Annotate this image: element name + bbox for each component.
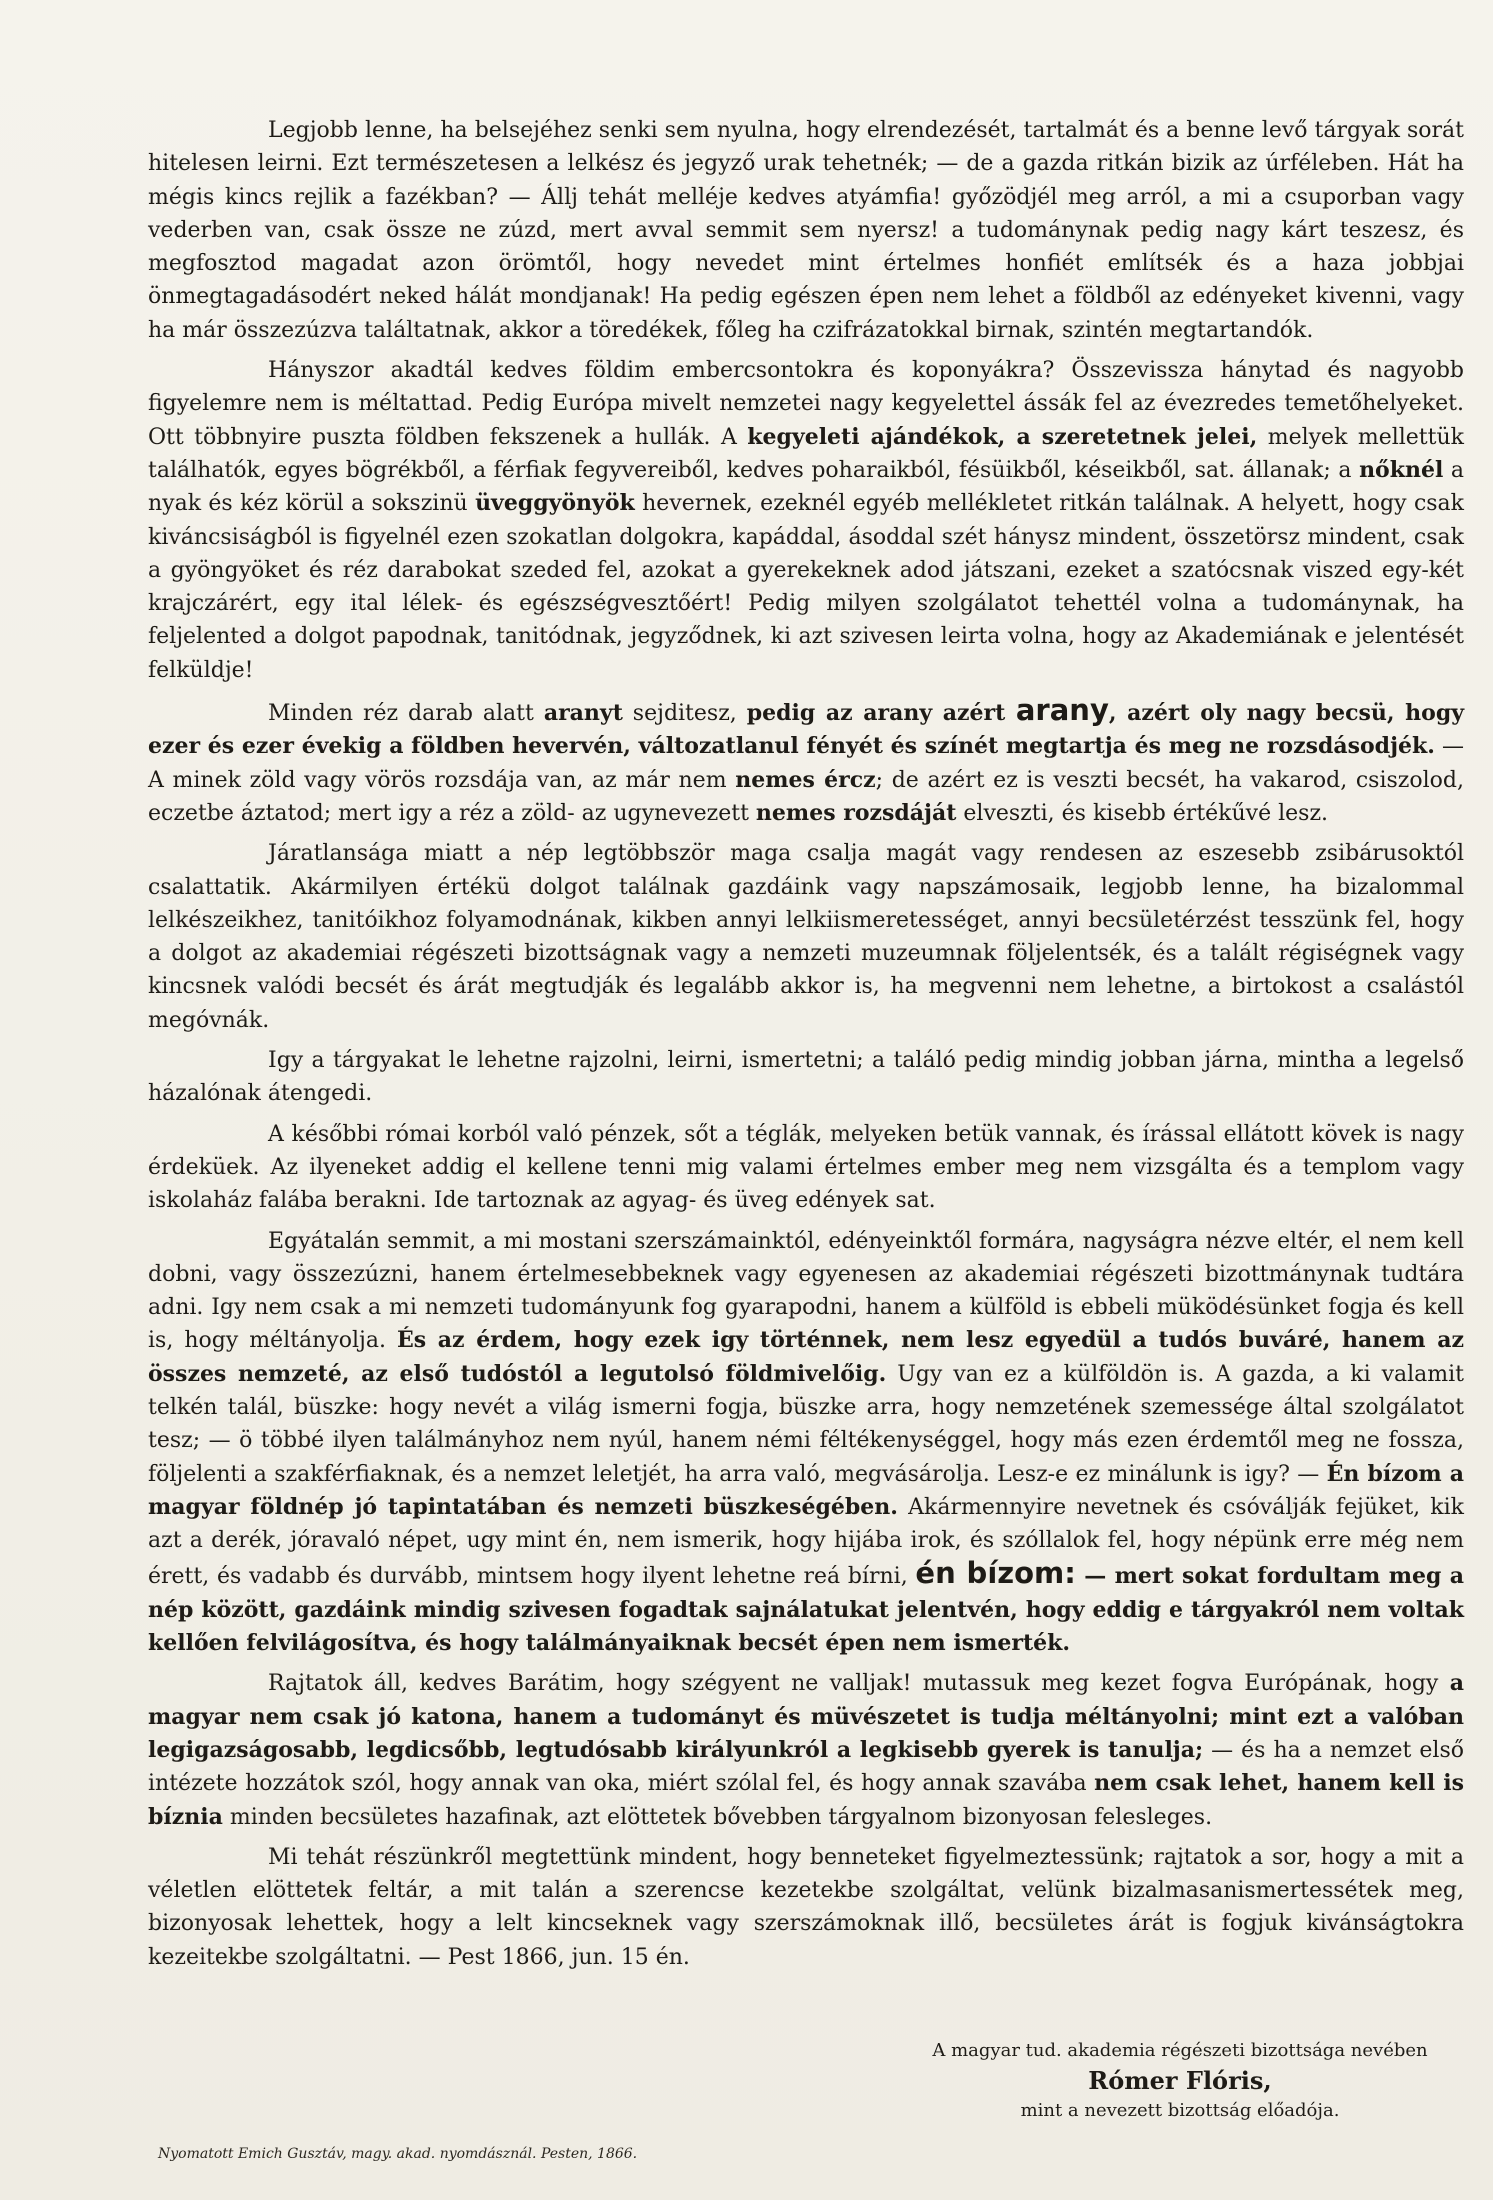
paragraph	[148, 354, 1464, 687]
paragraph-text: Rajtatok áll, kedves Barátim, hogy szégyent ne valljak! mutassuk meg kezet fogva Európának, hogy	[268, 1671, 1450, 1697]
paragraph-text: Minden réz darab alatt	[268, 701, 544, 727]
paragraph-text: a nyak és kéz körül a sokszinü	[148, 457, 1464, 517]
paragraph	[148, 1225, 1464, 1661]
paragraph	[148, 1841, 1464, 1974]
emphasized-text: pedig az arany azért	[746, 700, 1016, 727]
emphasized-text: nemes ércz	[735, 766, 876, 793]
emphasized-text: nemes rozsdáját	[755, 799, 957, 826]
paragraph	[148, 1118, 1464, 1218]
paragraph-text: minden becsületes hazafinak, azt elöttetek bővebben tárgyalnom bizonyosan felesleges.	[222, 1804, 1213, 1830]
emphasized-text: arany	[1015, 693, 1109, 728]
paragraph-text: A későbbi római korból való pénzek, sőt a téglák, melyeken betük vannak, és írással ellátott kövek is nagy érdeküek. Az ilyeneket addig el kellene tenni mig valami értelmes ember meg nem vizsgálta és a templom vagy iskolaház falába berakni. Ide tartoznak az agyag- és üveg edények sat.	[148, 1121, 1464, 1214]
paragraph	[148, 1667, 1464, 1833]
paragraph-text: Járatlansága miatt a nép legtöbbször maga csalja magát vagy rendesen az eszesebb zsibárusoktól csalattatik. Akármilyen értékü dolgot találnak gazdáink vagy napszámosaik, legjobb lenne, ha bizalommal lelkészeikhez, tanitóikhoz folyamodnának, kikben annyi lelkiismeretességet, annyi becsületérzést tesszünk fel, hogy a dolgot az akademiai régészeti bizottságnak vagy a nemzeti muzeumnak följelentsék, és a talált régiségnek vagy kincsnek valódi becsét és árát megtudják és legalább akkor is, ha megvenni nem lehetne, a birtokost a csalástól megóvnák.	[148, 841, 1464, 1033]
paragraph	[148, 1044, 1464, 1111]
emphasized-text: én bízom:	[915, 1556, 1076, 1591]
document-body	[148, 114, 1464, 1981]
signature-committee-line: A magyar tud. akademia régészeti bizottsága nevében	[932, 2040, 1428, 2061]
emphasized-text: kegyeleti ajándékok, a szeretetnek jelei,	[747, 423, 1258, 450]
paragraph-text: melyek mellettük találhatók, egyes bögrékből, a férfiak fegyvereiből, kedves poharaikból, fésüikből, késeikből, sat. állanak; a	[148, 424, 1464, 483]
paragraph	[148, 694, 1464, 830]
paragraph-text: — A minek zöld vagy vörös rozsdája van, az már nem	[148, 734, 1464, 793]
signature-name: Rómer Flóris,	[1088, 2066, 1272, 2095]
emphasized-text: És az érdem, hogy ezek igy történnek, nem lesz egyedül a tudós buváré, hanem az összes nemzeté, az első tudóstól a legutolsó földmivelőig.	[148, 1327, 1464, 1387]
paragraph-text: Hányszor akadtál kedves földim embercsontokra és koponyákra? Összevissza hánytad és nagyobb figyelemre nem is méltattad. Pedig Európa mivelt nemzetei nagy kegyelettel ássák fel az évezredes temetőhelyeket. Ott többnyire puszta földben fekszenek a hullák. A	[148, 358, 1464, 450]
paragraph-text: Mi tehát részünkről megtettünk mindent, hogy benneteket figyelmeztessünk; rajtatok a sor, hogy a mit a véletlen elöttetek feltár, a mit talán a szerencse kezetekbe szolgáltat, velünk bizalmasanismertessétek meg, bizonyosak lehettek, hogy a lelt kincseknek vagy szerszámoknak illő, becsületes árát is fogjuk kivánságtokra kezeitekbe szolgáltatni. — Pest 1866, jun. 15 én.	[148, 1844, 1464, 1970]
paragraph-text: Ugy van ez a külföldön is. A gazda, a ki valamit telkén talál, büszke: hogy nevét a világ ismerni fogja, büszke arra, hogy nemzetének szemessége által szolgálatot tesz; — ö többé ilyen találmányhoz nem nyúl, hanem némi féltékenységgel, hogy más ezen érdemtől meg ne fossza, följelenti a szakférfiaknak, és a nemzet leletjét, ha arra való, megvásárolja. Lesz-e ez minálunk is igy? —	[148, 1361, 1465, 1487]
emphasized-text: nőknél	[1359, 456, 1444, 483]
paragraph-text: sejditesz,	[622, 701, 747, 727]
emphasized-text: aranyt	[543, 700, 623, 727]
paragraph-text: ; de azért ez is veszti becsét, ha vakarod, csiszolod, eczetbe áztatod; mert igy a réz a zöld- az ugynevezett	[148, 767, 1464, 826]
paragraph	[148, 114, 1464, 347]
paragraph-text: elveszti, és kisebb értékűvé lesz.	[956, 800, 1329, 826]
emphasized-text: , azért oly nagy becsü, hogy ezer és ezer évekig a földben hevervén, változatlanul fényét és színét megtartja és meg ne rozsdásodjék.	[148, 700, 1464, 760]
paragraph	[148, 837, 1464, 1037]
paragraph-text: hevernek, ezeknél egyéb mellékletet ritkán találnak. A helyett, hogy csak kiváncsiságból is figyelnél ezen szokatlan dolgokra, kapáddal, ásoddal szét hánysz mindent, összetörsz mindent, csak a gyöngyöket és réz darabokat szeded fel, azokat a gyerekeknek adod játszani, ezeket a szatócsnak viszed egy-két krajczárért, egy ital lélek- és egészségvesztőért! Pedig milyen szolgálatot tehettél volna a tudománynak, ha feljelented a dolgot papodnak, tanitódnak, jegyződnek, ki azt szivesen leirta volna, hogy az Akademiának e jelentését felküldje!	[148, 491, 1464, 683]
printer-imprint: Nyomatott Emich Gusztáv, magy. akad. nyomdásznál. Pesten, 1866.	[158, 2146, 638, 2162]
emphasized-text: a magyar nem csak jó katona, hanem a tudományt és müvészetet is tudja méltányolni; mint ezt a valóban legigazságosabb, legdicsőbb, legtudósabb királyunkról a legkisebb gyerek is tanulja;	[148, 1670, 1464, 1763]
paragraph-text: Legjobb lenne, ha belsejéhez senki sem nyulna, hogy elrendezését, tartalmát és a benne levő tárgyak sorát hitelesen leirni. Ezt természetesen a lelkész és jegyző urak tehetnék; — de a gazda ritkán bizik az úrféleben. Hát ha mégis kincs rejlik a fazékban? — Állj tehát melléje kedves atyámfia! győzödjél meg arról, a mi a csuporban vagy vederben van, csak össze ne zúzd, mert avval semmit sem nyersz! a tudománynak pedig nagy kárt teszesz, és megfosztod magadat azon örömtől, hogy nevedet mint értelmes honfiét említsék és a haza jobbjai önmegtagadásodért neked hálát mondjanak! Ha pedig egészen épen nem lehet a földből az edényeket kivenni, vagy ha már összezúzva találtatnak, akkor a töredékek, főleg ha czifrázatokkal birnak, szintén megtartandók.	[148, 118, 1464, 343]
emphasized-text: üveggyönyök	[475, 490, 635, 517]
paragraph-text: Egyátalán semmit, a mi mostani szerszámainktól, edényeinktől formára, nagyságra nézve eltér, el nem kell dobni, vagy összezúzni, hanem értelmesebbeknek vagy egyenesen az akademiai régészeti bizottmánynak tudtára adni. Igy nem csak a mi nemzeti tudományunk fog gyarapodni, hanem a külföld is ebbeli müködésünket fogja és kell is, hogy méltányolja.	[148, 1228, 1464, 1354]
paragraph-text: — és ha a nemzet első intézete hozzátok szól, hogy annak van oka, miért szólal fel, és hogy annak szavába	[148, 1737, 1465, 1797]
emphasized-text: nem csak lehet, hanem kell is bíznia	[148, 1770, 1464, 1830]
emphasized-text: Én bízom a magyar földnép jó tapintatában és nemzeti büszkeségében.	[148, 1460, 1464, 1520]
paragraph-text: Igy a tárgyakat le lehetne rajzolni, leirni, ismertetni; a találó pedig mindig jobban járna, mintha a legelső házalónak átengedi.	[148, 1048, 1464, 1107]
signature-block	[900, 2036, 1460, 2126]
signature-role-line: mint a nevezett bizottság előadója.	[1020, 2100, 1340, 2121]
emphasized-text: — mert sokat fordultam meg a nép között, gazdáink mindig szivesen fogadtak sajnálatukat jelentvén, hogy eddig e tárgyakról nem voltak kellően felvilágosítva, és hogy találmányaiknak becsét épen nem ismerték.	[148, 1563, 1464, 1657]
paragraph-text: Akármennyire nevetnek és csóválják fejüket, kik azt a derék, jóravaló népet, ugy mint én, nem ismerik, hogy hijába irok, és szóllalok fel, hogy népünk erre még nem érett, és vadabb és durvább, mintsem hogy ilyent lehetne reá bírni,	[148, 1494, 1465, 1590]
